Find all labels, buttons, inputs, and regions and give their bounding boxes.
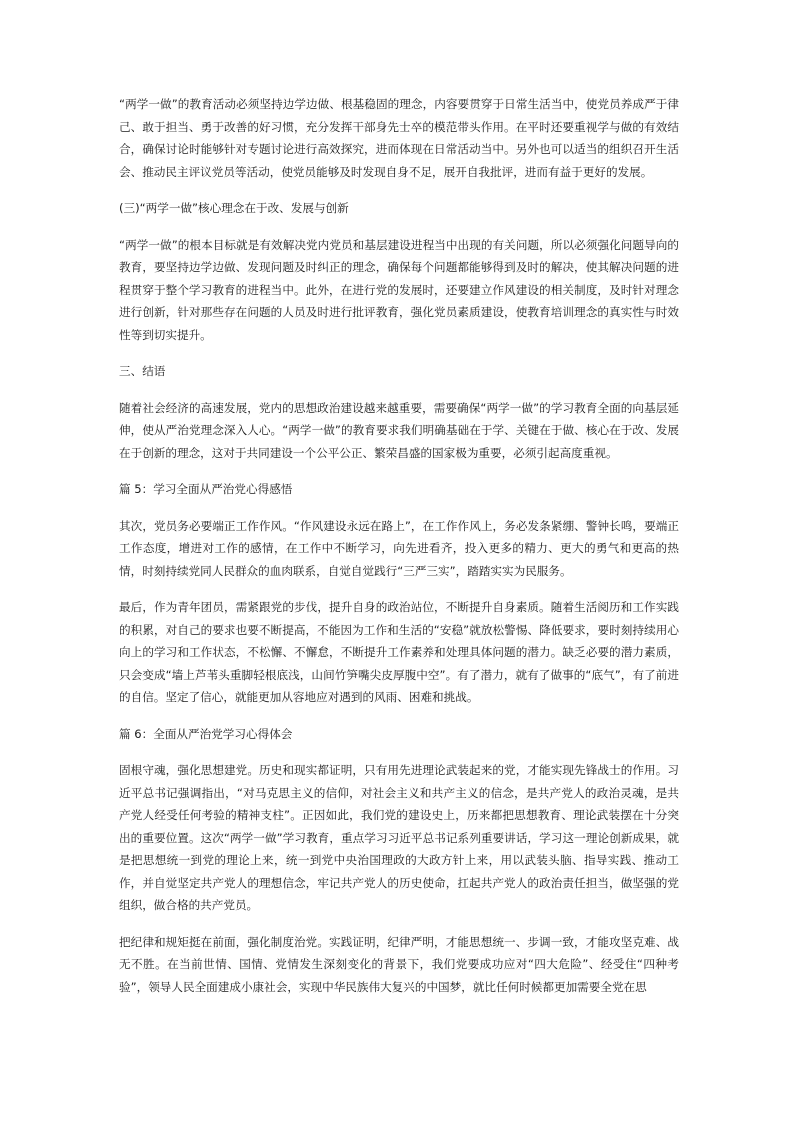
paragraph-conclusion: 随着社会经济的高速发展，党内的思想政治建设越来越重要，需要确保“两学一做”的学习教育全面的向基层延伸，使从严治党理念深入人心。“两学一做”的教育要求我们明确基础在于学、关键在于做、核心在于改、发展在于创新的理念，这对于共同建设一个公平公正、繁荣昌盛的国家极为重要，必须引起高度重视。	[119, 400, 679, 460]
paragraph-ideological-building: 固根守魂，强化思想建党。历史和现实都证明，只有用先进理论武装起来的党，才能实现先锋战士的作用。习近平总书记强调指出，“对马克思主义的信仰，对社会主义和共产主义的信念，是共产党人的政治灵魂，是共产党人经受任何考验的精神支柱”。正因如此，我们党的建设史上，历来都把思想教育、理论武装摆在十分突出的重要位置。这次“两学一做”学习教育，重点学习习近平总书记系列重要讲话，学习这一理论创新成果，就是把思想统一到党的理论上来，统一到党中央治国理政的大政方针上来，用以武装头脑、指导实践、推动工作，并自觉坚定共产党人的理想信念，牢记共产党人的历史使命，扛起共产党人的政治责任担当，做坚强的党组织，做合格的共产党员。	[119, 763, 679, 912]
paragraph-work-style: 其次，党员务必要端正工作作风。“作风建设永远在路上”，在工作作风上，务必发条紧绷、警钟长鸣，要端正工作态度，增进对工作的感情，在工作中不断学习，向先进看齐，投入更多的精力、更大的勇气和更高的热情，时刻持续党同人民群众的血肉联系，自觉自觉践行“三严三实”，踏踏实实为民服务。	[119, 518, 679, 578]
paragraph-fundamental-goal: “两学一做”的根本目标就是有效解决党内党员和基层建设进程当中出现的有关问题，所以必须强化问题导向的教育，要坚持边学边做、发现问题及时纠正的理念，确保每个问题都能够得到及时的解决，使其解决问题的进程贯穿于整个学习教育的进程当中。此外，在进行党的发展时，还要建立作风建设的相关制度，及时针对理念进行创新，针对那些存在问题的人员及时进行批评教育，强化党员素质建设，使教育培训理念的真实性与时效性等到切实提升。	[119, 237, 679, 342]
article-heading-6: 篇 6：全面从严治党学习心得体会	[119, 726, 293, 741]
section-heading-conclusion: 三、结语	[119, 364, 166, 378]
article-heading-5: 篇 5：学习全面从严治党心得感悟	[119, 482, 293, 496]
section-heading-core-concept: (三)“两学一做”核心理念在于改、发展与创新	[119, 201, 349, 215]
paragraph-learn-and-do: “两学一做”的教育活动必须坚持边学边做、根基稳固的理念，内容要贯穿于日常生活当中，使党员养成严于律己、敢于担当、勇于改善的好习惯，充分发挥干部身先士卒的模范带头作用。在平时还要重视学与做的有效结合，确保讨论时能够针对专题讨论进行高效探究，进而体现在日常活动当中。另外也可以适当的组织召开生活会、推动民主评议党员等活动，使党员能够及时发现自身不足，展开自我批评，进而有益于更好的发展。	[119, 97, 679, 179]
paragraph-youth-member: 最后，作为青年团员，需紧跟党的步伐，提升自身的政治站位，不断提升自身素质。随着生活阅历和工作实践的积累，对自己的要求也要不断提高，不能因为工作和生活的“安稳”就放松警惕、降低要求，要时刻持续用心向上的学习和工作状态，不松懈、不懈怠，不断提升工作素养和处理具体问题的潜力。缺乏必要的潜力素质，只会变成“墙上芦苇头重脚轻根底浅，山间竹笋嘴尖皮厚腹中空”。有了潜力，就有了做事的“底气”，有了前进的自信。坚定了信心，就能更加从容地应对遇到的风雨、困难和挑战。	[119, 600, 679, 704]
paragraph-discipline-rules: 把纪律和规矩挺在前面，强化制度治党。实践证明，纪律严明，才能思想统一、步调一致，才能攻坚克难、战无不胜。在当前世情、国情、党情发生深刻变化的背景下，我们党要成功应对“四大危险”、经受住“四种考验”，领导人民全面建成小康社会，实现中华民族伟大复兴的中国梦，就比任何时候都更加需要全党在思	[119, 934, 679, 994]
document-page	[119, 93, 679, 1012]
